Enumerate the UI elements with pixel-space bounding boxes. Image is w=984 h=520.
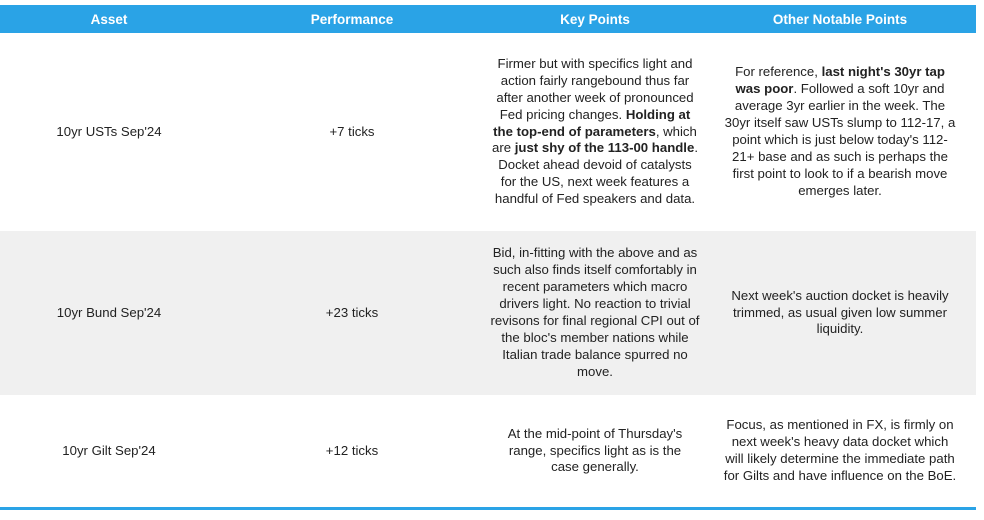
key-points-cell: At the mid-point of Thursday's range, specifics light as is the case generally. [486, 395, 704, 509]
asset-cell: 10yr Gilt Sep'24 [0, 395, 218, 509]
performance-cell: +7 ticks [218, 33, 486, 231]
table-row [0, 33, 976, 231]
asset-cell: 10yr Bund Sep'24 [0, 231, 218, 395]
other-notable-points-cell: Focus, as mentioned in FX, is firmly on next week's heavy data docket which will likely determine the immediate path for Gilts and have influence on the BoE. [704, 395, 976, 509]
table-body [0, 33, 976, 509]
other-points-text: For reference, [735, 64, 822, 80]
key-points-text: Firmer but with specifics light and action fairly rangebound thus far after another week of pronounced Fed pricing changes. [496, 55, 694, 122]
key-points-bold: just shy of the 113-00 handle [514, 140, 695, 156]
key-points-bold: Holding at the top-end of parameters [493, 106, 691, 139]
header-key-points: Key Points [486, 5, 704, 33]
header-performance: Performance [218, 5, 486, 33]
other-points-text: . Followed a soft 10yr and average 3yr earlier in the week. The 30yr itself saw USTs slump to 112-17, a point which is just below today's 112-21+ base and as such is perhaps the first point to look to if a bearish move emerges later. [724, 81, 956, 198]
header-row [0, 5, 976, 33]
header-other-notable-points: Other Notable Points [704, 5, 976, 33]
asset-performance-table-wrap [0, 5, 976, 510]
table-header [0, 5, 976, 33]
table-row [0, 395, 976, 509]
key-points-text: . Docket ahead devoid of catalysts for the US, next week features a handful of Fed speakers and data. [494, 140, 698, 207]
asset-performance-table [0, 5, 976, 510]
table-row [0, 231, 976, 395]
key-points-cell [486, 33, 704, 231]
key-points-cell: Bid, in-fitting with the above and as such also finds itself comfortably in recent parameters which macro drivers light. No reaction to trivial revisons for final regional CPI out of the bloc's member nations while Italian trade balance spurred no move. [486, 231, 704, 395]
other-notable-points-cell [704, 33, 976, 231]
other-points-bold: last night's 30yr tap was poor [735, 64, 945, 97]
other-notable-points-cell: Next week's auction docket is heavily trimmed, as usual given low summer liquidity. [704, 231, 976, 395]
header-asset: Asset [0, 5, 218, 33]
performance-cell: +12 ticks [218, 395, 486, 509]
asset-cell: 10yr USTs Sep'24 [0, 33, 218, 231]
key-points-text: , which are [492, 123, 697, 156]
performance-cell: +23 ticks [218, 231, 486, 395]
